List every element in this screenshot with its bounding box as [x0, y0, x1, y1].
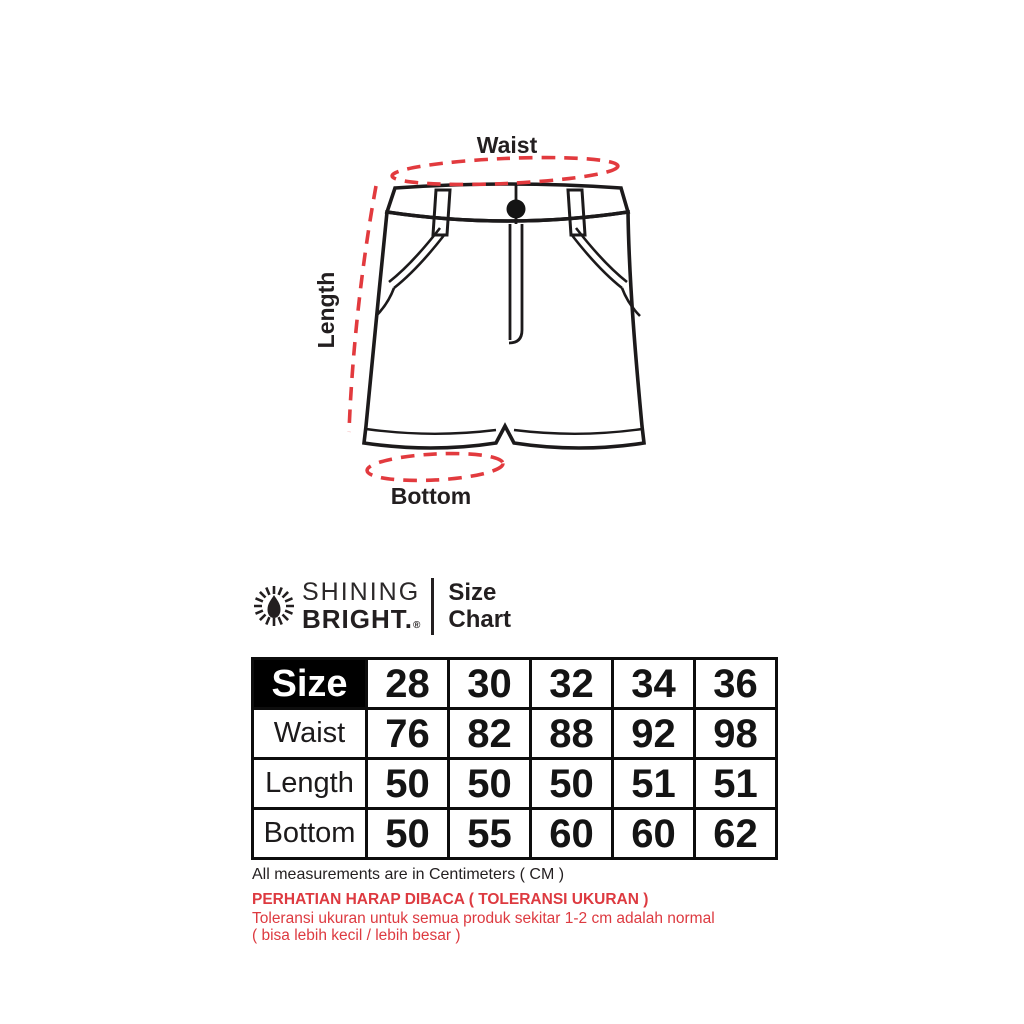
table-row-waist	[253, 709, 777, 759]
belt-loop-left	[433, 190, 450, 235]
title-line-chart: Chart	[448, 606, 512, 633]
table-row-bottom	[253, 809, 777, 859]
value-cell: 50	[367, 759, 449, 809]
pocket-left	[376, 228, 445, 316]
flame-burst-icon	[252, 580, 296, 632]
value-cell: 50	[449, 759, 531, 809]
value-cell: 82	[449, 709, 531, 759]
fly-seam	[509, 224, 522, 343]
shorts-waistband	[387, 184, 628, 221]
value-cell: 92	[613, 709, 695, 759]
length-measure-line	[349, 186, 376, 432]
value-cell: 76	[367, 709, 449, 759]
size-table	[251, 657, 778, 860]
brand-divider	[431, 578, 434, 635]
units-note: All measurements are in Centimeters ( CM )	[252, 866, 565, 883]
size-header-cell: 30	[449, 659, 531, 709]
size-header-cell: 36	[695, 659, 777, 709]
table-row-length	[253, 759, 777, 809]
value-cell: 62	[695, 809, 777, 859]
row-label: Length	[253, 759, 367, 809]
brand-name-bottom: BRIGHT.®	[302, 604, 422, 634]
registered-mark: ®	[413, 620, 422, 631]
waist-measure-ellipse	[392, 154, 619, 189]
tolerance-warning-title: PERHATIAN HARAP DIBACA ( TOLERANSI UKURAN )	[252, 891, 649, 908]
size-header-cell: 34	[613, 659, 695, 709]
size-header-cell: 32	[531, 659, 613, 709]
value-cell: 51	[613, 759, 695, 809]
brand-name-top: SHINING	[302, 578, 421, 606]
bottom-measure-ellipse	[366, 450, 503, 483]
hem-left	[366, 429, 496, 434]
value-cell: 60	[613, 809, 695, 859]
waist-label: Waist	[476, 132, 538, 158]
shorts-body	[364, 212, 644, 448]
value-cell: 60	[531, 809, 613, 859]
value-cell: 55	[449, 809, 531, 859]
title-line-size: Size	[448, 579, 497, 606]
tolerance-warning-note: ( bisa lebih kecil / lebih besar )	[252, 926, 461, 944]
waist-button	[507, 200, 526, 219]
row-label: Bottom	[253, 809, 367, 859]
value-cell: 50	[531, 759, 613, 809]
bottom-label: Bottom	[390, 483, 472, 509]
tolerance-warning-body: Toleransi ukuran untuk semua produk sekitar 1-2 cm adalah normal	[252, 910, 715, 927]
brand-bar	[252, 572, 511, 640]
size-chart-title	[448, 579, 511, 633]
table-header-row	[253, 659, 777, 709]
row-label: Waist	[253, 709, 367, 759]
footer-notes	[252, 866, 792, 944]
value-cell: 51	[695, 759, 777, 809]
brand-name	[302, 580, 421, 632]
size-header-cell: 28	[367, 659, 449, 709]
value-cell: 88	[531, 709, 613, 759]
shorts-measurement-diagram	[300, 112, 700, 512]
length-label: Length	[313, 271, 339, 349]
shorts-illustration	[300, 112, 700, 512]
value-cell: 98	[695, 709, 777, 759]
size-corner-cell: Size	[253, 659, 367, 709]
value-cell: 50	[367, 809, 449, 859]
hem-right	[514, 429, 642, 434]
